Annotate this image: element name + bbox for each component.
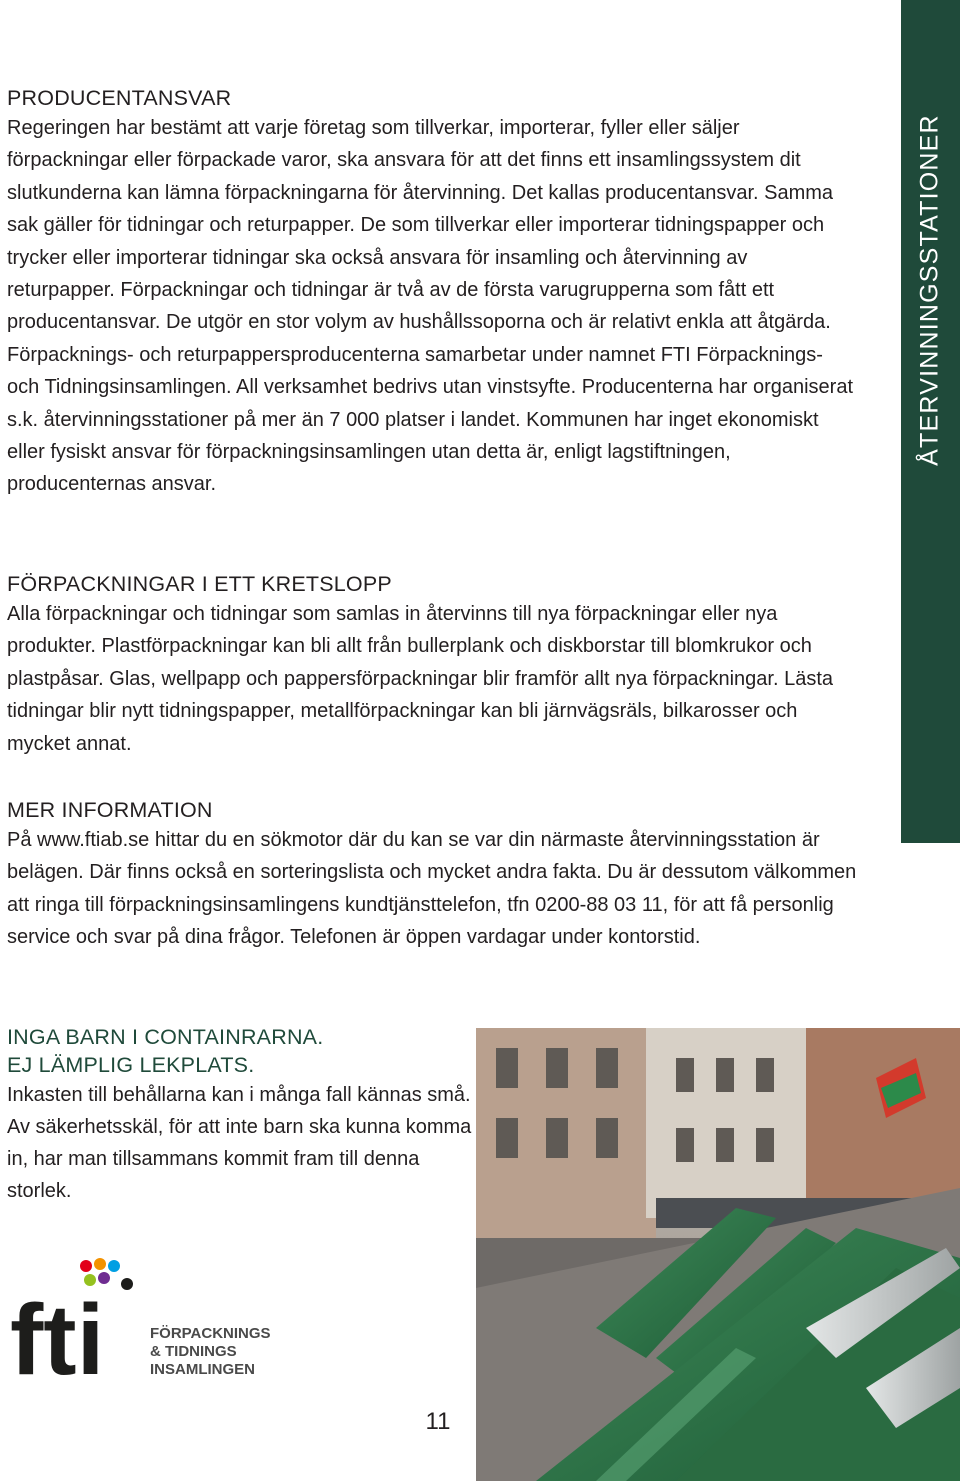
side-label: ÅTERVINNINGSSTATIONER bbox=[915, 114, 944, 466]
logo-dot-red bbox=[80, 1260, 92, 1272]
section-inga-barn bbox=[7, 1023, 477, 1207]
paragraph-producentansvar: Regeringen har bestämt att varje företag som tillverkar, importerar, fyller eller säljer förpackningar eller förpackade varor, ska ansvara för att det finns ett insamlingssystem dit slutkunderna kan lämna förpackningarna för återvinning. Det kallas producentansvar. Samma sak gäller för tidningar och returpapper. De som tillverkar eller importerar tidningspapper och trycker eller importerar tidningar ska också ansvara för insamling och återvinning av returpapper. Förpackningar och tidningar är två av de första varugrupperna som fått ett producentansvar. De utgör en stor volym av hushållssoporna och är relativt enkla att åtgärda. Förpacknings- och returpappersproducenterna samarbetar under namnet FTI Förpacknings- och Tidningsinsamlingen. All verksamhet bedrivs utan vinstsyfte. Producenterna har organiserat s.k. återvinningsstationer på mer än 7 000 platser i landet. Kommunen har inget ekonomiskt eller fysiskt ansvar för förpackningsinsamlingen utan detta är, enligt lagstiftningen, producenternas ansvar. bbox=[7, 117, 854, 496]
logo-mark: fti bbox=[10, 1284, 105, 1396]
heading-mer-information: MER INFORMATION bbox=[7, 798, 213, 822]
paragraph-kretslopp: Alla förpackningar och tidningar som samlas in återvinns till nya förpackningar eller nya produkter. Plastförpackningar kan bli allt från bullerplank och diskborstar till blomkrukor och plastpåsar. Glas, wellpapp och pappersförpackningar blir framför allt nya förpackningar. Lästa tidningar blir nytt tidningspapper, metallförpackningar kan bli järnvägsräls, bilkarosser och mycket annat. bbox=[7, 603, 834, 755]
section-producentansvar bbox=[7, 84, 857, 501]
page-number: 11 bbox=[425, 1408, 451, 1435]
logo-line2: & TIDNINGS bbox=[150, 1343, 237, 1360]
logo-dot-blue bbox=[108, 1260, 120, 1272]
logo-dot-orange bbox=[94, 1258, 106, 1270]
heading-producentansvar: PRODUCENTANSVAR bbox=[7, 86, 232, 110]
heading-ej-lamplig: EJ LÄMPLIG LEKPLATS. bbox=[7, 1053, 255, 1077]
recycling-containers-photo bbox=[476, 1028, 960, 1481]
section-kretslopp bbox=[7, 570, 857, 760]
paragraph-mer-information: På www.ftiab.se hittar du en sökmotor där du kan se var din närmaste återvinningsstation är belägen. Där finns också en sorteringslista och mycket andra fakta. Du är dessutom välkommen att ringa till förpackningsinsamlingens kundtjänsttelefon, tfn 0200-88 03 11, för att få personlig service och svar på dina frågor. Telefonen är öppen vardagar under kontorstid. bbox=[7, 829, 857, 949]
paragraph-inga-barn: Inkasten till behållarna kan i många fall kännas små. Av säkerhetsskäl, för att inte barn ska kunna komma in, har man tillsammans kommit fram till denna storlek. bbox=[7, 1084, 472, 1202]
section-mer-information bbox=[7, 796, 857, 954]
logo-line1: FÖRPACKNINGS bbox=[150, 1325, 271, 1342]
logo-dot-black bbox=[121, 1278, 133, 1290]
heading-kretslopp: FÖRPACKNINGAR I ETT KRETSLOPP bbox=[7, 572, 392, 596]
logo-line3: INSAMLINGEN bbox=[150, 1361, 255, 1378]
logo-dot-purple bbox=[98, 1272, 110, 1284]
fti-logo bbox=[10, 1256, 300, 1396]
heading-inga-barn: INGA BARN I CONTAINRARNA. bbox=[7, 1025, 324, 1049]
